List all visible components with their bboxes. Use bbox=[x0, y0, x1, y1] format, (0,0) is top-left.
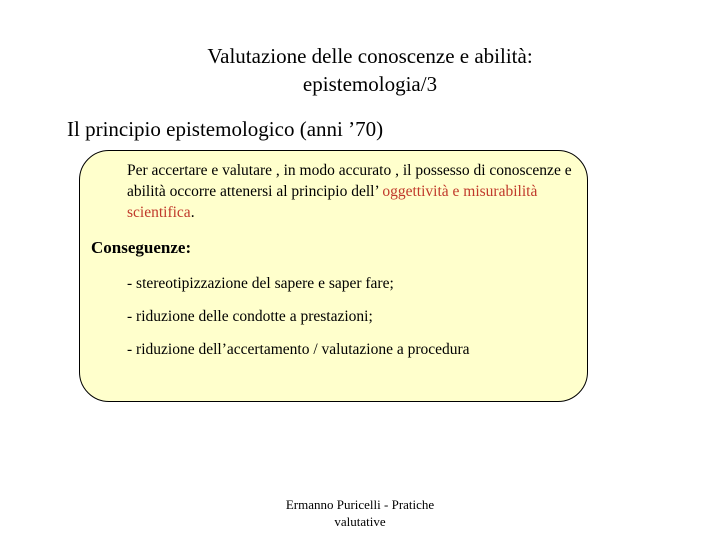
footer-line-1: Ermanno Puricelli - Pratiche bbox=[285, 497, 435, 512]
intro-highlight: oggettività e misurabilità scientifica bbox=[127, 183, 538, 221]
slide-title-line-1: Valutazione delle conoscenze e abilità: bbox=[207, 44, 533, 68]
footer-line-2: valutative bbox=[334, 514, 386, 529]
slide-subtitle: Il principio epistemologico (anni ’70) bbox=[67, 117, 384, 141]
slide-title bbox=[0, 42, 720, 98]
intro-end: . bbox=[190, 204, 195, 221]
consequence-item: - stereotipizzazione del sapere e saper fare; bbox=[127, 275, 394, 292]
consequence-item: - riduzione dell’accertamento / valutazione a procedura bbox=[127, 341, 470, 358]
footer bbox=[270, 496, 450, 530]
consequence-item: - riduzione delle condotte a prestazioni; bbox=[127, 308, 373, 325]
slide-title-line-2: epistemologia/3 bbox=[302, 72, 438, 96]
intro-text: Per accertare e valutare , in modo accurato , il possesso di conoscenze e abilità occorre attenersi al principio dell’ bbox=[127, 162, 572, 200]
consequences-heading: Conseguenze: bbox=[91, 238, 192, 257]
intro-paragraph bbox=[127, 160, 587, 223]
